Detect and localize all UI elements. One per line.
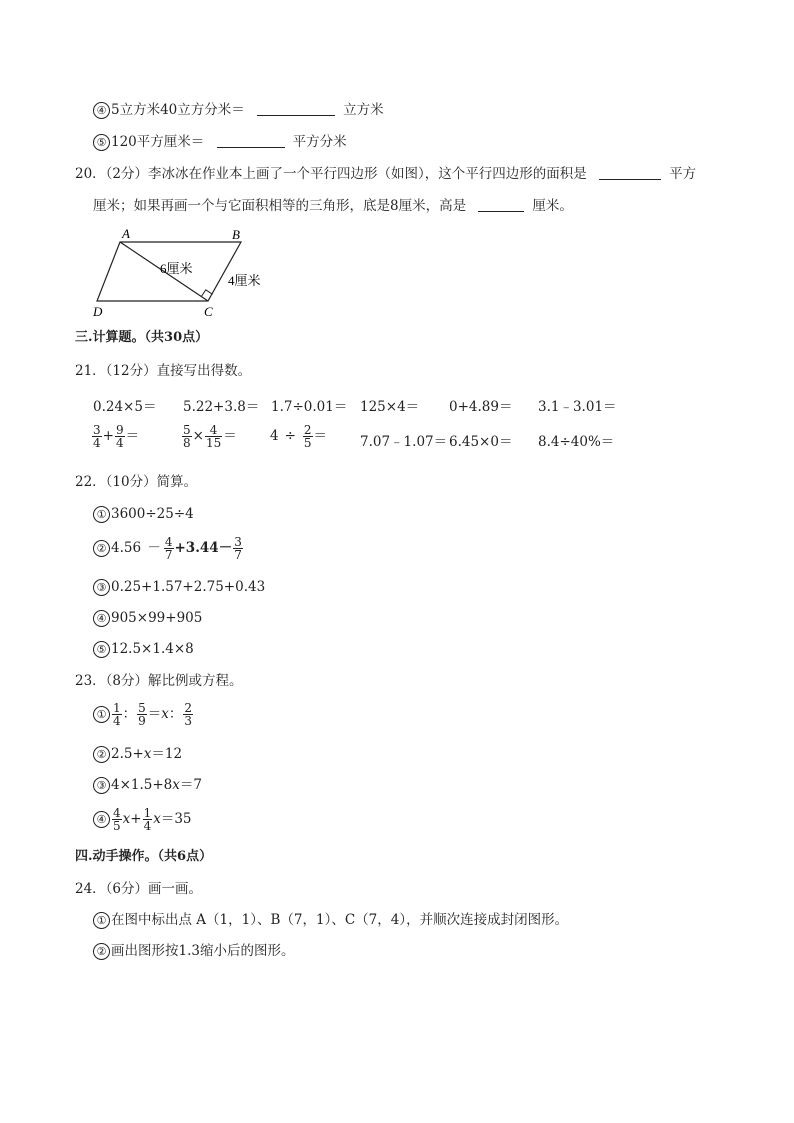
q24-title: 24．（6分）画一画。 bbox=[75, 881, 203, 897]
q19-item-5-text: 120平方厘米＝ bbox=[111, 134, 205, 150]
calc-item: 125×4＝ bbox=[360, 399, 420, 415]
section-3-title: 三.计算题。（共30点） bbox=[75, 330, 209, 345]
circle-marker: ② bbox=[93, 540, 110, 557]
answer-blank[interactable] bbox=[217, 133, 285, 148]
q23-item-4: ④ $\frac{4}{5}$ x+ $\frac{1}{4}$ x＝35 bbox=[93, 807, 192, 832]
fraction: $\frac{4}{15}$ bbox=[205, 423, 222, 450]
circle-marker: ④ bbox=[93, 811, 110, 828]
q19-item-4-unit: 立方米 bbox=[343, 102, 384, 118]
parallelogram-figure bbox=[88, 222, 278, 322]
fraction: $\frac{1}{4}$ bbox=[143, 806, 152, 833]
diagonal-length-label: 6厘米 bbox=[160, 261, 193, 276]
fraction: $\frac{3}{7}$ bbox=[234, 535, 242, 562]
fraction: $\frac{5}{9}$ bbox=[138, 701, 146, 728]
calc-item: 0.24×5＝ bbox=[93, 399, 157, 415]
calc-item: 5.22+3.8＝ bbox=[183, 399, 260, 415]
q19-item-4 bbox=[93, 101, 384, 119]
q23-item-2: ② 2.5+x＝12 bbox=[93, 745, 182, 763]
fraction: $\frac{4}{7}$ bbox=[164, 535, 173, 562]
fraction: $\frac{5}{8}$ bbox=[183, 423, 191, 450]
circle-marker: ⑤ bbox=[93, 134, 110, 151]
calc-item: 0+4.89＝ bbox=[449, 399, 513, 415]
q20-line-2 bbox=[93, 197, 573, 215]
circle-marker: ② bbox=[93, 943, 110, 960]
calc-fraction-item: $\frac{5}{8}$ × $\frac{4}{15}$ ＝ bbox=[183, 423, 237, 450]
circle-marker: ⑤ bbox=[93, 641, 110, 658]
vertex-label-b: B bbox=[232, 227, 240, 242]
circle-marker: ④ bbox=[93, 610, 110, 627]
q24-item-1: ① 在图中标出点 A（1，1）、B（7，1）、C（7，4），并顺次连接成封闭图形。 bbox=[93, 911, 568, 929]
q23-item-3: ③ 4×1.5+8x＝7 bbox=[93, 776, 202, 794]
calc-item: 7.07﹣1.07＝ bbox=[360, 434, 448, 450]
answer-blank[interactable] bbox=[599, 165, 661, 180]
fraction: $\frac{9}{4}$ bbox=[115, 423, 124, 450]
circle-marker: ③ bbox=[93, 777, 110, 794]
circle-marker: ① bbox=[93, 506, 110, 523]
vertex-label-a: A bbox=[122, 226, 130, 241]
vertex-label-c: C bbox=[204, 304, 213, 319]
q24-item-2: ② 画出图形按1.3缩小后的图形。 bbox=[93, 942, 294, 960]
calc-item: 1.7÷0.01＝ bbox=[271, 399, 348, 415]
q20-text-1: 20．（2分）李冰冰在作业本上画了一个平行四边形（如图），这个平行四边形的面积是 bbox=[75, 166, 587, 182]
circle-marker: ① bbox=[93, 706, 110, 723]
answer-blank[interactable] bbox=[478, 197, 524, 212]
fraction: $\frac{2}{3}$ bbox=[184, 701, 193, 728]
calc-fraction-item: 4 ÷ $\frac{2}{5}$ ＝ bbox=[270, 423, 328, 450]
circle-marker: ① bbox=[93, 912, 110, 929]
calc-fraction-item: $\frac{3}{4}$ + $\frac{9}{4}$ ＝ bbox=[93, 423, 140, 450]
q19-item-4-text: 5立方米40立方分米＝ bbox=[111, 102, 245, 118]
q23-title: 23．（8分）解比例或方程。 bbox=[75, 673, 243, 689]
side-length-label: 4厘米 bbox=[228, 273, 261, 288]
fraction: $\frac{3}{4}$ bbox=[93, 423, 101, 450]
fraction: $\frac{2}{5}$ bbox=[303, 423, 312, 450]
q19-item-5 bbox=[93, 133, 347, 151]
fraction: $\frac{4}{5}$ bbox=[113, 806, 121, 833]
q20-unit-1: 平方 bbox=[669, 166, 697, 182]
calc-item: 8.4÷40%＝ bbox=[538, 434, 615, 450]
answer-blank[interactable] bbox=[257, 101, 335, 116]
q20-unit-2: 厘米。 bbox=[532, 198, 573, 214]
q22-item-3: ③ 0.25+1.57+2.75+0.43 bbox=[93, 578, 265, 596]
q20-line-1 bbox=[75, 165, 696, 183]
calc-item: 6.45×0＝ bbox=[449, 434, 513, 450]
vertex-label-d: D bbox=[93, 304, 103, 319]
circle-marker: ④ bbox=[93, 102, 110, 119]
circle-marker: ② bbox=[93, 746, 110, 763]
q21-title: 21．（12分）直接写出得数。 bbox=[75, 363, 252, 379]
q23-item-1: ① $\frac{1}{4}$ ： $\frac{5}{9}$ ＝x： $\frac{2}{3}$ bbox=[93, 702, 194, 727]
fraction: $\frac{1}{4}$ bbox=[113, 701, 121, 728]
calc-item: 3.1﹣3.01＝ bbox=[538, 399, 617, 415]
section-4-title: 四.动手操作。（共6点） bbox=[75, 849, 213, 864]
q22-item-1: ① 3600÷25÷4 bbox=[93, 505, 194, 523]
q22-item-5: ⑤ 12.5×1.4×8 bbox=[93, 640, 194, 658]
q22-title: 22．（10分）简算。 bbox=[75, 474, 198, 490]
q22-item-4: ④ 905×99+905 bbox=[93, 609, 202, 627]
q20-text-2: 厘米；如果再画一个与它面积相等的三角形，底是8厘米，高是 bbox=[93, 198, 467, 214]
q19-item-5-unit: 平方分米 bbox=[292, 134, 347, 150]
q22-item-2: ② 4.56 － $\frac{4}{7}$ +3.44－ $\frac{3}{7}$ bbox=[93, 536, 244, 561]
circle-marker: ③ bbox=[93, 579, 110, 596]
